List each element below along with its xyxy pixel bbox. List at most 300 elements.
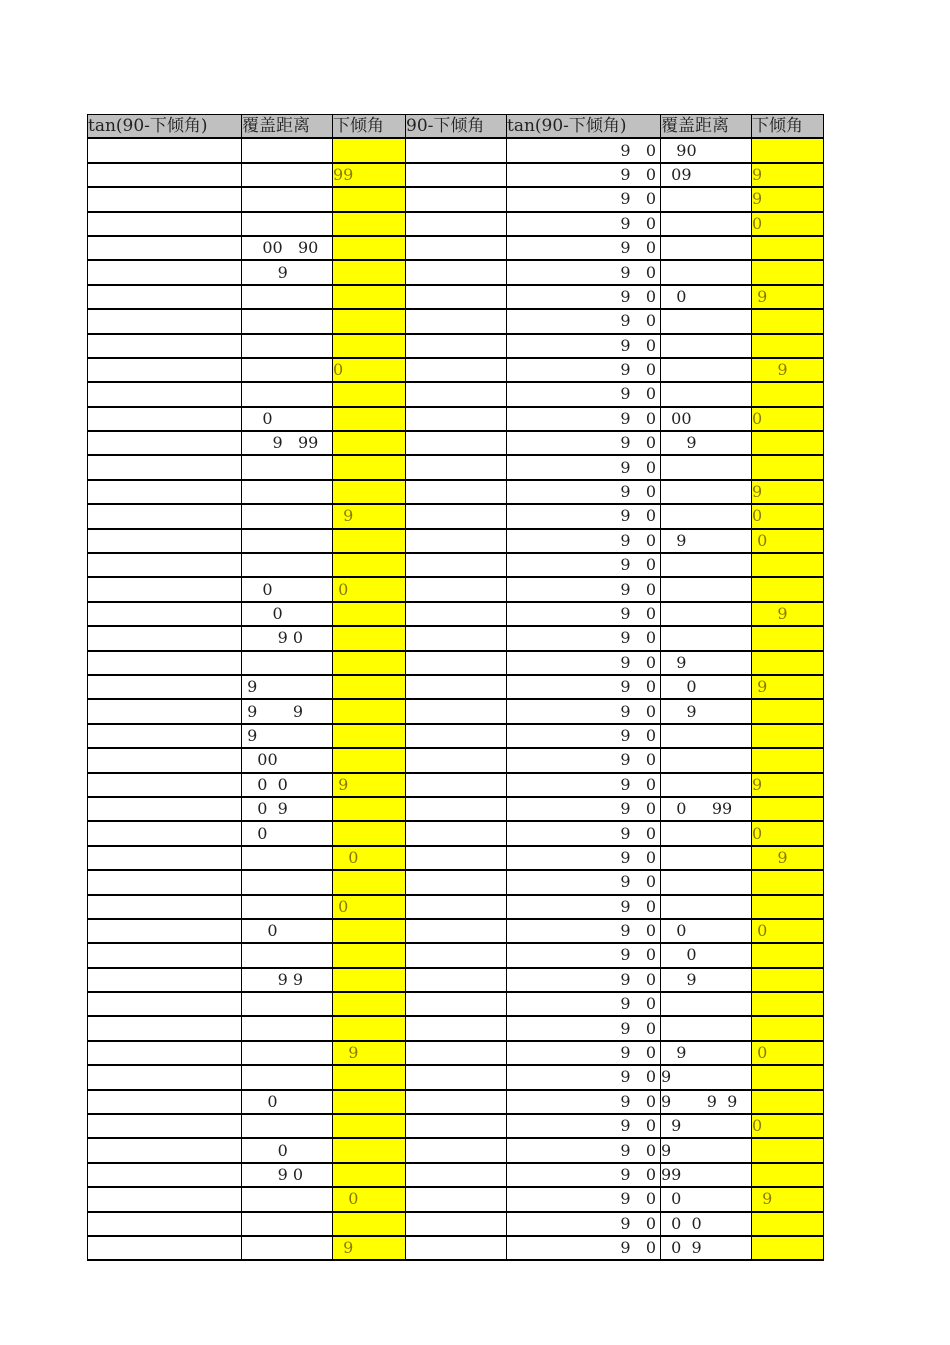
table-cell[interactable] bbox=[752, 943, 824, 967]
table-cell[interactable]: 9 0 bbox=[507, 455, 661, 479]
table-cell[interactable]: 0 bbox=[752, 1114, 824, 1138]
table-cell[interactable]: 9 bbox=[661, 431, 752, 455]
table-cell[interactable]: 0 bbox=[242, 602, 333, 626]
table-cell[interactable] bbox=[752, 992, 824, 1016]
table-cell[interactable] bbox=[406, 334, 507, 358]
table-cell[interactable] bbox=[752, 309, 824, 333]
table-cell[interactable]: 9 9 9 bbox=[661, 1090, 752, 1114]
table-cell[interactable] bbox=[88, 602, 242, 626]
table-cell[interactable] bbox=[242, 187, 333, 211]
table-cell[interactable]: 0 bbox=[242, 1090, 333, 1114]
table-cell[interactable]: 9 0 bbox=[507, 1212, 661, 1236]
table-cell[interactable] bbox=[406, 895, 507, 919]
table-cell[interactable]: 0 bbox=[661, 675, 752, 699]
table-cell[interactable] bbox=[88, 895, 242, 919]
table-cell[interactable] bbox=[242, 382, 333, 406]
table-cell[interactable] bbox=[752, 1163, 824, 1187]
table-cell[interactable]: 0 0 bbox=[661, 1212, 752, 1236]
table-cell[interactable]: 9 0 bbox=[507, 529, 661, 553]
table-cell[interactable] bbox=[406, 626, 507, 650]
table-cell[interactable] bbox=[88, 1163, 242, 1187]
table-cell[interactable] bbox=[88, 187, 242, 211]
table-cell[interactable] bbox=[661, 846, 752, 870]
table-cell[interactable] bbox=[406, 358, 507, 382]
table-cell[interactable] bbox=[752, 1065, 824, 1089]
table-cell[interactable] bbox=[88, 919, 242, 943]
table-cell[interactable] bbox=[661, 480, 752, 504]
table-cell[interactable] bbox=[333, 821, 406, 845]
table-cell[interactable] bbox=[333, 1138, 406, 1162]
table-cell[interactable]: 9 bbox=[752, 1187, 824, 1211]
table-cell[interactable] bbox=[661, 358, 752, 382]
table-cell[interactable] bbox=[406, 675, 507, 699]
table-cell[interactable] bbox=[88, 1187, 242, 1211]
table-cell[interactable] bbox=[661, 748, 752, 772]
table-cell[interactable] bbox=[242, 895, 333, 919]
table-cell[interactable] bbox=[333, 943, 406, 967]
table-cell[interactable]: 0 9 bbox=[661, 1236, 752, 1260]
table-cell[interactable] bbox=[242, 1016, 333, 1040]
table-cell[interactable] bbox=[406, 553, 507, 577]
table-cell[interactable]: 9 0 bbox=[242, 1163, 333, 1187]
table-cell[interactable]: 9 bbox=[752, 163, 824, 187]
table-cell[interactable]: 9 bbox=[661, 529, 752, 553]
table-cell[interactable] bbox=[406, 968, 507, 992]
table-cell[interactable] bbox=[88, 431, 242, 455]
table-cell[interactable]: 0 bbox=[661, 1187, 752, 1211]
table-cell[interactable] bbox=[752, 1236, 824, 1260]
table-cell[interactable]: 9 bbox=[661, 1114, 752, 1138]
table-cell[interactable]: 0 bbox=[661, 943, 752, 967]
table-cell[interactable] bbox=[242, 480, 333, 504]
table-cell[interactable] bbox=[406, 724, 507, 748]
table-cell[interactable] bbox=[333, 675, 406, 699]
table-cell[interactable] bbox=[333, 870, 406, 894]
table-cell[interactable] bbox=[88, 285, 242, 309]
table-cell[interactable] bbox=[242, 212, 333, 236]
table-cell[interactable]: 9 bbox=[661, 651, 752, 675]
table-cell[interactable] bbox=[406, 992, 507, 1016]
table-cell[interactable] bbox=[88, 748, 242, 772]
table-cell[interactable] bbox=[88, 675, 242, 699]
table-cell[interactable] bbox=[406, 309, 507, 333]
table-cell[interactable]: 9 0 bbox=[507, 675, 661, 699]
table-cell[interactable]: 9 0 bbox=[507, 1016, 661, 1040]
table-cell[interactable]: 9 bbox=[242, 260, 333, 284]
table-cell[interactable]: 9 0 bbox=[507, 334, 661, 358]
table-cell[interactable] bbox=[242, 870, 333, 894]
table-cell[interactable] bbox=[242, 1041, 333, 1065]
table-cell[interactable] bbox=[661, 577, 752, 601]
table-cell[interactable] bbox=[406, 407, 507, 431]
table-cell[interactable]: 9 0 bbox=[507, 846, 661, 870]
table-cell[interactable] bbox=[88, 212, 242, 236]
table-cell[interactable]: 0 bbox=[333, 1187, 406, 1211]
table-cell[interactable]: 9 0 bbox=[507, 797, 661, 821]
table-cell[interactable] bbox=[242, 943, 333, 967]
table-cell[interactable] bbox=[333, 334, 406, 358]
table-cell[interactable] bbox=[752, 968, 824, 992]
table-cell[interactable]: 9 99 bbox=[242, 431, 333, 455]
table-cell[interactable] bbox=[333, 699, 406, 723]
table-cell[interactable] bbox=[406, 187, 507, 211]
table-cell[interactable] bbox=[88, 407, 242, 431]
table-cell[interactable] bbox=[242, 309, 333, 333]
table-cell[interactable]: 9 0 bbox=[507, 773, 661, 797]
table-cell[interactable]: 9 0 bbox=[507, 504, 661, 528]
table-cell[interactable]: 9 0 bbox=[507, 1138, 661, 1162]
table-cell[interactable] bbox=[242, 1212, 333, 1236]
table-cell[interactable]: 9 bbox=[752, 675, 824, 699]
table-cell[interactable]: 9 0 bbox=[507, 724, 661, 748]
table-cell[interactable] bbox=[88, 1016, 242, 1040]
table-cell[interactable]: 9 bbox=[333, 504, 406, 528]
table-cell[interactable] bbox=[752, 1016, 824, 1040]
table-cell[interactable]: 9 0 bbox=[507, 138, 661, 162]
table-cell[interactable] bbox=[661, 504, 752, 528]
table-cell[interactable] bbox=[333, 992, 406, 1016]
table-cell[interactable] bbox=[333, 455, 406, 479]
table-cell[interactable] bbox=[406, 602, 507, 626]
table-cell[interactable] bbox=[333, 260, 406, 284]
table-cell[interactable] bbox=[661, 870, 752, 894]
table-cell[interactable] bbox=[661, 260, 752, 284]
table-cell[interactable]: 9 0 bbox=[507, 626, 661, 650]
table-cell[interactable]: 9 0 bbox=[507, 309, 661, 333]
table-cell[interactable]: 0 bbox=[333, 846, 406, 870]
table-cell[interactable] bbox=[242, 455, 333, 479]
table-cell[interactable]: 0 bbox=[242, 407, 333, 431]
table-cell[interactable]: 0 bbox=[242, 1138, 333, 1162]
table-cell[interactable]: 0 0 bbox=[242, 773, 333, 797]
table-cell[interactable] bbox=[242, 1187, 333, 1211]
table-cell[interactable]: 9 0 bbox=[507, 699, 661, 723]
table-cell[interactable]: 9 0 bbox=[507, 431, 661, 455]
table-cell[interactable] bbox=[406, 1041, 507, 1065]
table-cell[interactable] bbox=[333, 1065, 406, 1089]
table-cell[interactable]: 9 0 bbox=[507, 187, 661, 211]
table-cell[interactable] bbox=[661, 187, 752, 211]
table-cell[interactable] bbox=[406, 138, 507, 162]
table-cell[interactable] bbox=[88, 480, 242, 504]
table-cell[interactable] bbox=[88, 1090, 242, 1114]
table-cell[interactable]: 9 0 bbox=[507, 236, 661, 260]
table-cell[interactable]: 90 bbox=[661, 138, 752, 162]
table-cell[interactable] bbox=[88, 699, 242, 723]
table-cell[interactable] bbox=[661, 895, 752, 919]
table-cell[interactable] bbox=[406, 529, 507, 553]
table-cell[interactable]: 09 bbox=[661, 163, 752, 187]
table-cell[interactable]: 9 bbox=[752, 285, 824, 309]
table-cell[interactable] bbox=[88, 382, 242, 406]
table-cell[interactable] bbox=[333, 529, 406, 553]
table-cell[interactable] bbox=[242, 529, 333, 553]
table-cell[interactable] bbox=[406, 1236, 507, 1260]
table-cell[interactable] bbox=[333, 431, 406, 455]
table-cell[interactable] bbox=[333, 724, 406, 748]
table-cell[interactable] bbox=[242, 163, 333, 187]
table-cell[interactable] bbox=[661, 626, 752, 650]
table-cell[interactable] bbox=[752, 797, 824, 821]
table-cell[interactable]: 9 0 bbox=[507, 1163, 661, 1187]
table-cell[interactable] bbox=[333, 968, 406, 992]
table-cell[interactable] bbox=[752, 382, 824, 406]
table-cell[interactable]: 0 bbox=[752, 212, 824, 236]
table-cell[interactable] bbox=[88, 821, 242, 845]
table-cell[interactable] bbox=[88, 553, 242, 577]
table-cell[interactable] bbox=[242, 1236, 333, 1260]
table-cell[interactable] bbox=[88, 626, 242, 650]
table-cell[interactable] bbox=[406, 870, 507, 894]
table-cell[interactable] bbox=[333, 748, 406, 772]
table-cell[interactable]: 9 bbox=[661, 1138, 752, 1162]
table-cell[interactable] bbox=[88, 1138, 242, 1162]
table-cell[interactable] bbox=[88, 504, 242, 528]
table-cell[interactable] bbox=[661, 236, 752, 260]
table-cell[interactable] bbox=[661, 1016, 752, 1040]
table-cell[interactable]: 9 0 bbox=[507, 748, 661, 772]
table-cell[interactable] bbox=[752, 1090, 824, 1114]
table-cell[interactable] bbox=[242, 846, 333, 870]
table-cell[interactable] bbox=[406, 431, 507, 455]
table-cell[interactable] bbox=[88, 1065, 242, 1089]
table-cell[interactable]: 9 bbox=[752, 846, 824, 870]
table-cell[interactable] bbox=[752, 626, 824, 650]
table-cell[interactable] bbox=[406, 285, 507, 309]
table-cell[interactable] bbox=[242, 1114, 333, 1138]
table-cell[interactable] bbox=[661, 553, 752, 577]
table-cell[interactable] bbox=[333, 553, 406, 577]
table-cell[interactable] bbox=[88, 309, 242, 333]
table-cell[interactable]: 9 0 bbox=[507, 992, 661, 1016]
table-cell[interactable] bbox=[333, 797, 406, 821]
table-cell[interactable] bbox=[333, 187, 406, 211]
table-cell[interactable] bbox=[661, 773, 752, 797]
table-cell[interactable] bbox=[333, 602, 406, 626]
table-cell[interactable]: 9 bbox=[661, 1041, 752, 1065]
table-cell[interactable]: 9 0 bbox=[507, 1090, 661, 1114]
table-cell[interactable] bbox=[752, 724, 824, 748]
table-cell[interactable] bbox=[333, 382, 406, 406]
table-cell[interactable]: 9 0 bbox=[507, 870, 661, 894]
table-cell[interactable] bbox=[88, 334, 242, 358]
table-cell[interactable]: 9 0 bbox=[507, 407, 661, 431]
table-cell[interactable] bbox=[406, 1187, 507, 1211]
table-cell[interactable]: 0 bbox=[752, 529, 824, 553]
table-cell[interactable] bbox=[242, 992, 333, 1016]
table-cell[interactable] bbox=[752, 236, 824, 260]
table-cell[interactable] bbox=[88, 138, 242, 162]
table-cell[interactable] bbox=[88, 870, 242, 894]
table-cell[interactable] bbox=[661, 382, 752, 406]
table-cell[interactable]: 9 0 bbox=[507, 163, 661, 187]
table-cell[interactable]: 9 0 bbox=[507, 895, 661, 919]
table-cell[interactable] bbox=[752, 334, 824, 358]
table-cell[interactable] bbox=[406, 212, 507, 236]
table-cell[interactable]: 0 bbox=[333, 358, 406, 382]
table-cell[interactable] bbox=[88, 577, 242, 601]
table-cell[interactable]: 9 0 bbox=[507, 1187, 661, 1211]
table-cell[interactable] bbox=[242, 138, 333, 162]
table-cell[interactable]: 9 0 bbox=[507, 1114, 661, 1138]
table-cell[interactable] bbox=[333, 236, 406, 260]
table-cell[interactable]: 9 bbox=[242, 724, 333, 748]
table-cell[interactable]: 0 bbox=[333, 895, 406, 919]
table-cell[interactable] bbox=[752, 431, 824, 455]
table-cell[interactable] bbox=[752, 748, 824, 772]
table-cell[interactable] bbox=[242, 334, 333, 358]
table-cell[interactable] bbox=[88, 163, 242, 187]
table-cell[interactable] bbox=[88, 773, 242, 797]
table-cell[interactable]: 9 0 bbox=[507, 821, 661, 845]
table-cell[interactable] bbox=[88, 529, 242, 553]
table-cell[interactable] bbox=[333, 309, 406, 333]
table-cell[interactable] bbox=[406, 455, 507, 479]
table-cell[interactable]: 9 bbox=[752, 773, 824, 797]
table-cell[interactable] bbox=[661, 724, 752, 748]
table-cell[interactable]: 0 bbox=[752, 407, 824, 431]
table-cell[interactable] bbox=[88, 1114, 242, 1138]
table-cell[interactable] bbox=[661, 212, 752, 236]
table-cell[interactable]: 99 bbox=[661, 1163, 752, 1187]
table-cell[interactable]: 9 9 bbox=[242, 699, 333, 723]
table-cell[interactable] bbox=[661, 455, 752, 479]
table-cell[interactable]: 00 90 bbox=[242, 236, 333, 260]
table-cell[interactable] bbox=[406, 943, 507, 967]
table-cell[interactable] bbox=[661, 334, 752, 358]
table-cell[interactable] bbox=[88, 724, 242, 748]
table-cell[interactable] bbox=[406, 577, 507, 601]
table-cell[interactable] bbox=[88, 260, 242, 284]
table-cell[interactable] bbox=[752, 577, 824, 601]
table-cell[interactable] bbox=[333, 626, 406, 650]
table-cell[interactable]: 0 99 bbox=[661, 797, 752, 821]
table-cell[interactable]: 9 bbox=[242, 675, 333, 699]
table-cell[interactable] bbox=[333, 138, 406, 162]
table-cell[interactable] bbox=[88, 968, 242, 992]
table-cell[interactable] bbox=[333, 651, 406, 675]
table-cell[interactable]: 0 bbox=[333, 577, 406, 601]
table-cell[interactable]: 9 bbox=[752, 187, 824, 211]
table-cell[interactable] bbox=[333, 1114, 406, 1138]
table-cell[interactable] bbox=[406, 748, 507, 772]
table-cell[interactable] bbox=[333, 480, 406, 504]
table-cell[interactable] bbox=[88, 1041, 242, 1065]
table-cell[interactable]: 9 bbox=[752, 480, 824, 504]
table-cell[interactable] bbox=[333, 919, 406, 943]
table-cell[interactable] bbox=[88, 236, 242, 260]
table-cell[interactable]: 9 0 bbox=[507, 943, 661, 967]
table-cell[interactable]: 9 bbox=[333, 1041, 406, 1065]
table-cell[interactable]: 0 bbox=[661, 285, 752, 309]
table-cell[interactable] bbox=[242, 504, 333, 528]
table-cell[interactable] bbox=[406, 1138, 507, 1162]
table-cell[interactable] bbox=[406, 846, 507, 870]
table-cell[interactable]: 0 bbox=[242, 821, 333, 845]
table-cell[interactable] bbox=[406, 1016, 507, 1040]
table-cell[interactable] bbox=[242, 285, 333, 309]
table-cell[interactable]: 0 bbox=[661, 919, 752, 943]
table-cell[interactable]: 9 0 bbox=[507, 212, 661, 236]
table-cell[interactable] bbox=[752, 870, 824, 894]
table-cell[interactable] bbox=[242, 651, 333, 675]
table-cell[interactable]: 00 bbox=[242, 748, 333, 772]
table-cell[interactable]: 0 9 bbox=[242, 797, 333, 821]
table-cell[interactable] bbox=[333, 1212, 406, 1236]
table-cell[interactable]: 9 0 bbox=[507, 1041, 661, 1065]
table-cell[interactable] bbox=[88, 943, 242, 967]
table-cell[interactable]: 9 bbox=[661, 1065, 752, 1089]
table-cell[interactable] bbox=[406, 919, 507, 943]
table-cell[interactable]: 0 bbox=[752, 821, 824, 845]
table-cell[interactable] bbox=[333, 1163, 406, 1187]
table-cell[interactable] bbox=[88, 358, 242, 382]
table-cell[interactable]: 9 0 bbox=[507, 358, 661, 382]
table-cell[interactable]: 9 0 bbox=[507, 968, 661, 992]
table-cell[interactable] bbox=[752, 1138, 824, 1162]
table-cell[interactable] bbox=[333, 407, 406, 431]
table-cell[interactable] bbox=[752, 651, 824, 675]
table-cell[interactable] bbox=[406, 1163, 507, 1187]
table-cell[interactable] bbox=[406, 1090, 507, 1114]
table-cell[interactable] bbox=[88, 1212, 242, 1236]
table-cell[interactable] bbox=[661, 309, 752, 333]
table-cell[interactable]: 0 bbox=[752, 1041, 824, 1065]
table-cell[interactable] bbox=[406, 236, 507, 260]
table-cell[interactable]: 9 0 bbox=[507, 1236, 661, 1260]
table-cell[interactable] bbox=[406, 651, 507, 675]
table-cell[interactable]: 9 0 bbox=[507, 602, 661, 626]
table-cell[interactable]: 9 0 bbox=[507, 285, 661, 309]
table-cell[interactable] bbox=[333, 285, 406, 309]
table-cell[interactable] bbox=[661, 821, 752, 845]
table-cell[interactable]: 9 bbox=[661, 699, 752, 723]
table-cell[interactable]: 9 bbox=[752, 358, 824, 382]
table-cell[interactable] bbox=[242, 1065, 333, 1089]
table-cell[interactable] bbox=[406, 163, 507, 187]
table-cell[interactable] bbox=[752, 260, 824, 284]
table-cell[interactable] bbox=[88, 651, 242, 675]
table-cell[interactable]: 9 0 bbox=[242, 626, 333, 650]
table-cell[interactable] bbox=[752, 553, 824, 577]
table-cell[interactable] bbox=[752, 1212, 824, 1236]
table-cell[interactable]: 9 bbox=[752, 602, 824, 626]
table-cell[interactable] bbox=[752, 895, 824, 919]
table-cell[interactable] bbox=[406, 382, 507, 406]
table-cell[interactable] bbox=[661, 602, 752, 626]
table-cell[interactable]: 9 0 bbox=[507, 480, 661, 504]
table-cell[interactable] bbox=[406, 504, 507, 528]
table-cell[interactable] bbox=[333, 212, 406, 236]
table-cell[interactable]: 9 0 bbox=[507, 651, 661, 675]
table-cell[interactable] bbox=[242, 553, 333, 577]
table-cell[interactable]: 0 bbox=[752, 504, 824, 528]
table-cell[interactable]: 9 0 bbox=[507, 553, 661, 577]
table-cell[interactable] bbox=[333, 1090, 406, 1114]
table-cell[interactable] bbox=[752, 455, 824, 479]
table-cell[interactable]: 0 bbox=[242, 919, 333, 943]
table-cell[interactable] bbox=[406, 1065, 507, 1089]
table-cell[interactable]: 9 0 bbox=[507, 1065, 661, 1089]
table-cell[interactable] bbox=[661, 992, 752, 1016]
table-cell[interactable]: 0 bbox=[242, 577, 333, 601]
table-cell[interactable]: 9 0 bbox=[507, 260, 661, 284]
table-cell[interactable]: 0 bbox=[752, 919, 824, 943]
table-cell[interactable] bbox=[406, 480, 507, 504]
table-cell[interactable] bbox=[406, 1114, 507, 1138]
table-cell[interactable]: 9 0 bbox=[507, 919, 661, 943]
table-cell[interactable]: 9 0 bbox=[507, 577, 661, 601]
